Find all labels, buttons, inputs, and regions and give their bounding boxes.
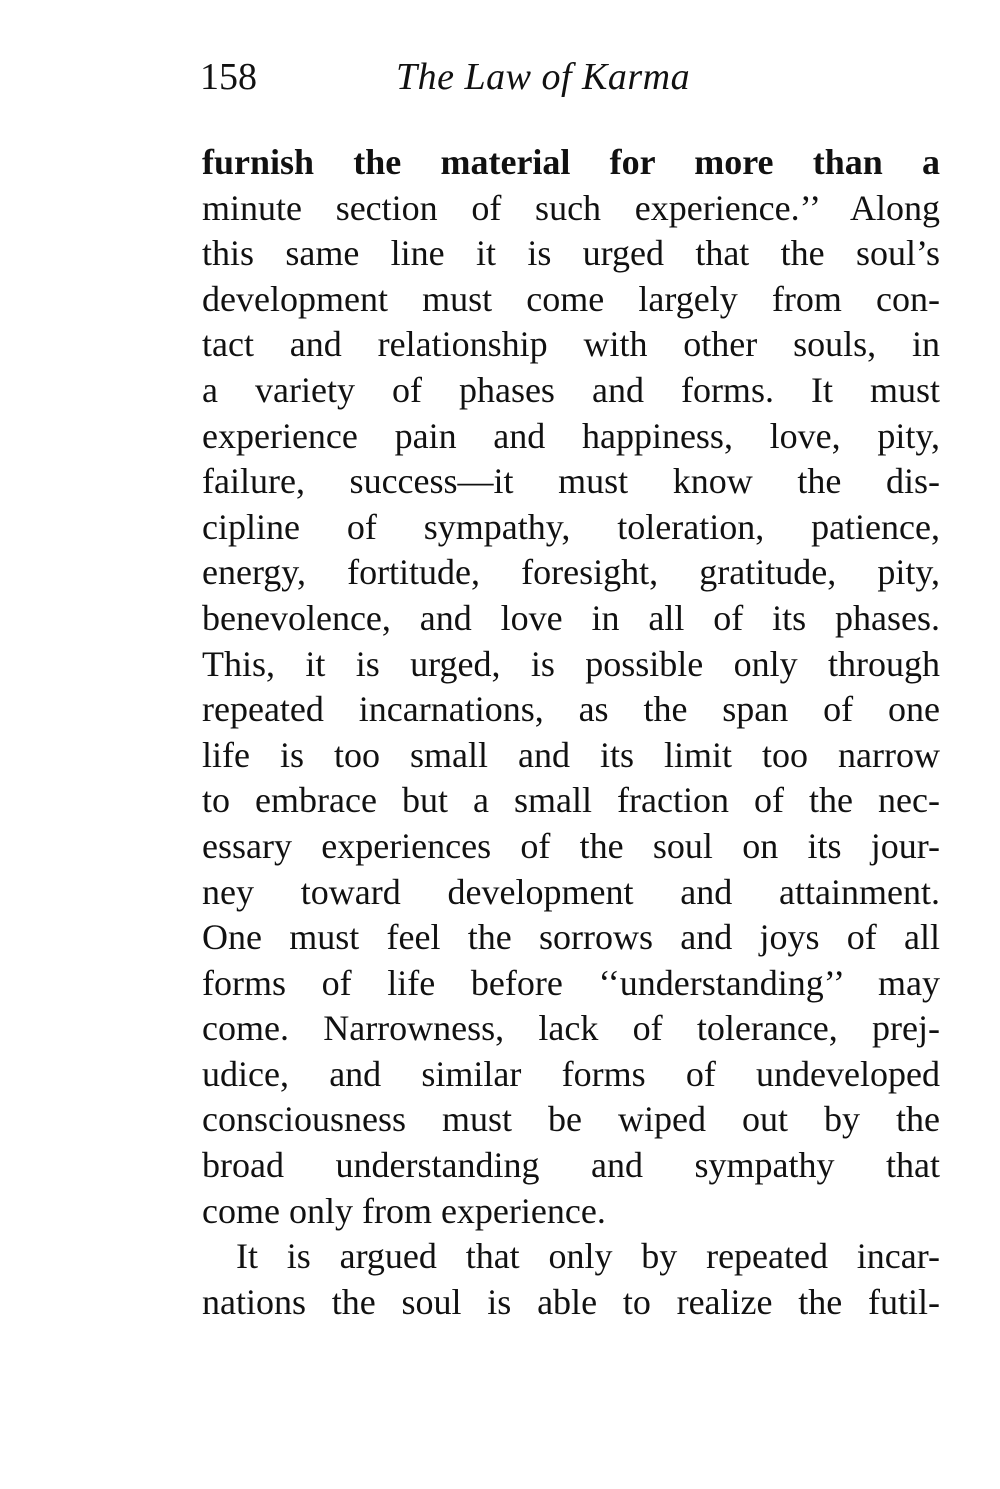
text-line: repeated incarnations, as the span of one bbox=[202, 689, 940, 730]
text-line: life is too small and its limit too narrow bbox=[202, 734, 940, 775]
text-line: a variety of phases and forms. It must bbox=[202, 369, 940, 410]
running-head bbox=[200, 52, 960, 112]
text-line: energy, fortitude, foresight, gratitude, pity, bbox=[202, 552, 940, 593]
text-line: nations the soul is able to realize the futil- bbox=[202, 1281, 940, 1322]
text-line: come only from experience. bbox=[202, 1190, 606, 1231]
text-line: essary experiences of the soul on its jour- bbox=[202, 825, 940, 866]
text-line: tact and relationship with other souls, in bbox=[202, 324, 940, 365]
text-line: One must feel the sorrows and joys of all bbox=[202, 917, 940, 958]
running-title: The Law of Karma bbox=[396, 56, 691, 98]
text-line: development must come largely from con- bbox=[202, 278, 940, 319]
text-line: experience pain and happiness, love, pity, bbox=[202, 415, 940, 456]
text-line: ney toward development and attainment. bbox=[202, 871, 940, 912]
text-line: broad understanding and sympathy that bbox=[202, 1145, 940, 1186]
text-line: forms of life before ‘‘understanding’’ may bbox=[202, 962, 940, 1003]
page-number: 158 bbox=[200, 56, 257, 98]
text-line: this same line it is urged that the soul’s bbox=[202, 233, 940, 274]
text-line: failure, success—it must know the dis- bbox=[202, 461, 940, 502]
text-line: It is argued that only by repeated incar- bbox=[236, 1236, 940, 1277]
paragraph-2 bbox=[202, 1234, 940, 1325]
text-line: benevolence, and love in all of its phases. bbox=[202, 597, 940, 638]
text-line: This, it is urged, is possible only through bbox=[202, 643, 940, 684]
text-line: come. Narrowness, lack of tolerance, prej- bbox=[202, 1008, 940, 1049]
text-line: to embrace but a small fraction of the nec- bbox=[202, 780, 940, 821]
text-line: udice, and similar forms of undeveloped bbox=[202, 1053, 940, 1094]
text-line: minute section of such experience.’’ Along bbox=[202, 187, 940, 228]
text-line: cipline of sympathy, toleration, patience, bbox=[202, 506, 940, 547]
text-line: consciousness must be wiped out by the bbox=[202, 1099, 940, 1140]
text-line: furnish the material for more than a bbox=[202, 142, 940, 182]
body-text bbox=[202, 140, 940, 1325]
paragraph-1 bbox=[202, 140, 940, 1234]
